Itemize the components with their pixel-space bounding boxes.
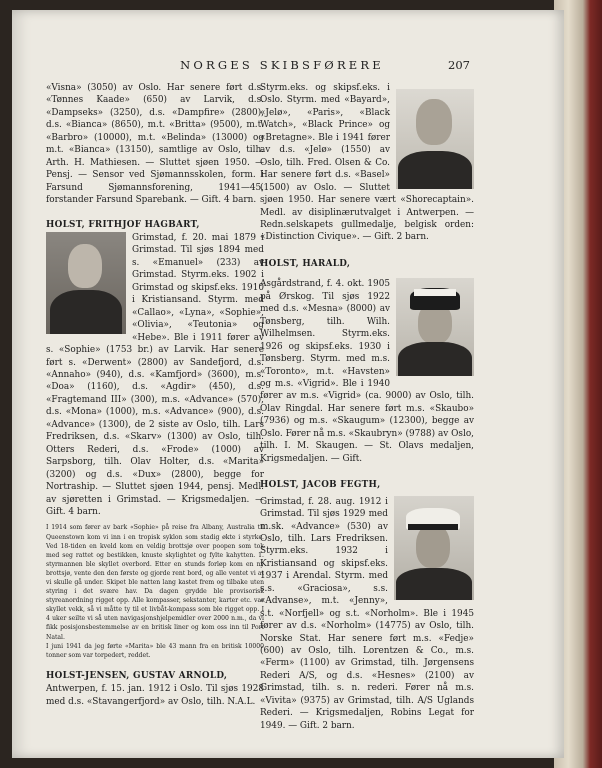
entry-continuation-gustav: Styrm.eks. og skipsf.eks. i Oslo. Styrm. med «Bayard», «Jelø», «Paris», «Black Watch», «Black Prince» og «Bretagne». Ble i 1941 fører av d.s. «Jelø» (1550) av Oslo, tilh. Fred. Olsen & Co. Har senere ført d.s. «Basel» (1500) av Oslo. — Sluttet sjøen 1950. Har senere vært «Shorecaptain». Medl. av disiplinærutvalget i Antwerpen. — Redn.selskapets gullmedalje, belgisk orden: «Distinction Civique». — Gift. 2 barn. [260,83,474,243]
entry-text-frithjof: Grimstad, f. 20. mai 1879 i Grimstad. Til sjøs 1894 med s. «Emanuel» (233) av Grimstad. Styrm.eks. 1902 i Grimstad og skipsf.eks. 1910 i Kristiansand. Styrm. med «Callao», «Lyna», «Sophie», «Olivia», «Teutonia» og «Hebe». Ble i 1911 fører av s. «Sophie» (1753 br.) av Larvik. Har senere ført s. «Derwent» (2800) av Sandefjord, d.s. «Annaho» (940), d.s. «Kamfjord» (3600), m.s. «Doa» (1160), d.s. «Agdir» (450), d.s. «Fragtemand III» (300), m.s. «Advance» (570), d.s. «Mona» (1000), m.s. «Advance» (900), d.s. «Advance» (1300), de 2 siste av Oslo, tilh. Lars Fredriksen, d.s. «Skarv» (1300) av Oslo, tilh. Otters Rederi, d.s. «Frode» (1000) av Sarpsborg, tilh. Olav Holter, d.s. «Marita» (3200) og d.s. «Dux» (2800), begge for Nortraship. — Sluttet sjøen 1944, pensj. Medl. av sjøretten i Grimstad. — Krigsmedaljen. — Gift. 4 barn. [46,232,264,517]
entry-text-harald: Asgårdstrand, f. 4. okt. 1905 på Ørskog. Til sjøs 1922 med d.s. «Mesna» (8000) av Tønsberg, tilh. Wilh. Wilhelmsen. Styrm.eks. 1926 og skipsf.eks. 1930 i Tønsberg. Styrm. med m.s. «Toronto», m.t. «Havsten» og m.s. «Vigrid». Ble i 1940 fører av m.s. «Vigrid» (ca. 9000) av Oslo, tilh. Olav Ringdal. Har senere ført m.s. «Skaubo» (7936) og m.s. «Skaugum» (12300), begge av Oslo. Fører nå m.s. «Skaubryn» (9788) av Oslo, tilh. I. M. Skaugen. — St. Olavs medaljen, Krigsmedaljen. — Gift. [260,279,474,464]
entry-heading-gustav: HOLST-JENSEN, GUSTAV ARNOLD, [46,670,228,681]
book-page [12,10,564,758]
portrait-photo-jacob [394,496,474,600]
entry-anecdote2-frithjof: I juni 1941 da jeg førte «Marita» ble 43 mann fra en britisk 10000 tonner som var torpedert, reddet. [46,642,264,659]
portrait-photo-frithjof [46,232,126,334]
left-column [46,82,264,708]
entry-text-jacob: Grimstad, f. 28. aug. 1912 i Grimstad. Til sjøs 1929 med m.sk. «Advance» (530) av Oslo, tilh. Lars Fredriksen. Styrm.eks. 1932 i Kristiansand og skipsf.eks. 1937 i Arendal. Styrm. med s.s. «Graciosa», s.s. «Advanse», m.t. «Jenny», s.t. «Norfjell» og s.t. «Norholm». Ble i 1945 fører av d.s. «Norholm» (14775) av Oslo, tilh. Norske Stat. Har senere ført m.s. «Fedje» (600) av Oslo, tilh. Lorentzen & Co., m.s. «Ferm» (1100) av Grimstad, tilh. Jørgensens Rederi A/S, og d.s. «Hesnes» (2100) av Grimstad, tilh. s. n. rederi. Fører nå m.s. «Vivita» (9375) av Grimstad, tilh. A/S Uglands Rederi. — Krigsmedaljen, Robins Legat for 1949. — Gift. 2 barn. [260,496,474,731]
page-number: 207 [448,58,470,72]
entry-heading-harald: HOLST, HARALD, [260,258,351,269]
portrait-photo-gustav [396,89,474,189]
entry-text-gustav: Antwerpen, f. 15. jan. 1912 i Oslo. Til sjøs 1928 med d.s. «Stavangerfjord» av Oslo, tilh. N.A.L. [46,684,264,707]
portrait-photo-harald [396,278,474,376]
entry-heading-jacob: HOLST, JACOB FEGTH, [260,480,381,491]
running-header: NORGES SKIBSFØRERE [180,58,384,72]
right-column [260,82,474,732]
entry-anecdote-frithjof: I 1914 som fører av bark «Sophie» på reise fra Albany, Australia til Queenstown kom vi inn i en tropisk syklon som stadig økte i styrke. Ved 18-tiden en kveld kom en veldig brottsjø over poopen som tok med seg rattet og bestikken, knuste skylightet og fylte kahytten. 1. styrmannen ble skyllet overbord. Etter en stunds forløp kom en ny brottsjø, vente den den første og gjorde rent bord, og alle ventet vi at vi skulle gå under. Skipet ble natten lang kastet frem og tilbake uten styring i det svære hav. Da dagen grydde ble provisorisk styreanordning rigget opp. Alle kompasser, sekstanter, karter etc. var skyllet vekk, så vi måtte ty til et livbåt-kompass som ble rigget opp. I 4 uker seilte vi så uten navigasjonshjelpemidler over 2000 n.m., da vi fikk posisjonsbestemmelse av en britisk liner og kom oss inn til Port Natal. [46,524,264,641]
entry-heading-frithjof: HOLST, FRITHJOF HAGBART, [46,219,200,230]
entry-continuation: «Visna» (3050) av Oslo. Har senere ført d.s. «Tønnes Kaade» (650) av Larvik, d.s. «Dampseks» (3250), d.s. «Dampfire» (2800), d.s. «Bianca» (8650), m.t. «Britta» (9500), m.t. «Barbro» (10000), m.t. «Belinda» (13000) og m.t. «Bianca» (13150), samtlige av Oslo, tilh. Arth. H. Mathiesen. — Sluttet sjøen 1950. — Pensj. — Sensor ved Sjømannsskolen, form. i Farsund Sjømannsforening, 1941—45, forstander Farsund Sparebank. — Gift. 4 barn. [46,83,264,206]
